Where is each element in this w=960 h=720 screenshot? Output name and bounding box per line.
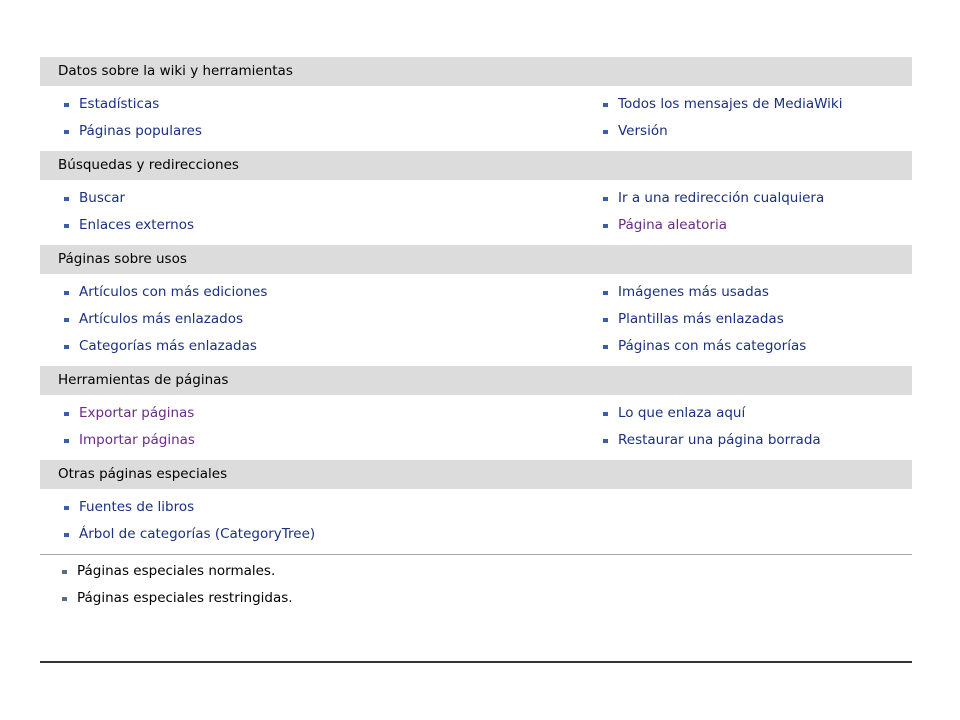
special-page-link[interactable]: Versión	[618, 123, 668, 139]
special-page-link[interactable]: Importar páginas	[79, 432, 195, 448]
bullet-icon	[64, 439, 69, 443]
bullet-icon	[603, 197, 608, 201]
bottom-rule	[40, 661, 912, 663]
link-item	[64, 306, 267, 333]
bullet-icon	[64, 103, 69, 107]
link-item	[603, 212, 824, 239]
bullet-icon	[64, 291, 69, 295]
special-page-link[interactable]: Página aleatoria	[618, 217, 727, 233]
link-item	[603, 91, 842, 118]
link-item	[603, 427, 821, 454]
section-column-right	[603, 91, 842, 145]
section-column-left	[64, 400, 195, 454]
section-header: Datos sobre la wiki y herramientas	[40, 57, 912, 86]
section-body	[40, 489, 912, 554]
bullet-icon	[64, 318, 69, 322]
special-page-link[interactable]: Plantillas más enlazadas	[618, 311, 784, 327]
bullet-icon	[64, 130, 69, 134]
footer-item-label: Páginas especiales normales.	[77, 563, 276, 579]
special-page-link[interactable]: Árbol de categorías (CategoryTree)	[79, 526, 316, 542]
special-page-link[interactable]: Lo que enlaza aquí	[618, 405, 746, 421]
section-column-left	[64, 91, 202, 145]
footer-item-restricted	[40, 585, 912, 612]
section-body	[40, 86, 912, 151]
footer-item-normal	[40, 558, 912, 585]
link-item	[603, 400, 821, 427]
special-pages-panel	[40, 57, 912, 612]
bullet-icon	[64, 506, 69, 510]
bullet-icon	[64, 345, 69, 349]
bullet-icon	[62, 570, 67, 574]
link-item	[603, 185, 824, 212]
section-column-left	[64, 185, 194, 239]
special-page-link[interactable]: Imágenes más usadas	[618, 284, 769, 300]
special-page-link[interactable]: Fuentes de libros	[79, 499, 195, 515]
footer-legend	[40, 555, 912, 612]
link-item	[64, 333, 267, 360]
section-header: Herramientas de páginas	[40, 366, 912, 395]
section-body	[40, 180, 912, 245]
special-page-link[interactable]: Páginas populares	[79, 123, 202, 139]
bullet-icon	[603, 345, 608, 349]
link-item	[64, 427, 195, 454]
bullet-icon	[603, 439, 608, 443]
link-item	[64, 400, 195, 427]
bullet-icon	[64, 533, 69, 537]
link-item	[603, 279, 806, 306]
special-page-link[interactable]: Exportar páginas	[79, 405, 195, 421]
link-item	[64, 494, 315, 521]
special-page-link[interactable]: Categorías más enlazadas	[79, 338, 257, 354]
bullet-icon	[603, 412, 608, 416]
special-page-link[interactable]: Artículos con más ediciones	[79, 284, 268, 300]
special-page-link[interactable]: Artículos más enlazados	[79, 311, 243, 327]
section-column-left	[64, 494, 315, 548]
section-header: Búsquedas y redirecciones	[40, 151, 912, 180]
bullet-icon	[603, 130, 608, 134]
special-page-link[interactable]: Páginas con más categorías	[618, 338, 807, 354]
bullet-icon	[64, 224, 69, 228]
link-item	[64, 212, 194, 239]
link-item	[603, 333, 806, 360]
section-column-right	[603, 279, 806, 360]
bullet-icon	[603, 318, 608, 322]
special-page-link[interactable]: Estadísticas	[79, 96, 160, 112]
section-column-left	[64, 279, 267, 360]
bullet-icon	[603, 103, 608, 107]
bullet-icon	[603, 291, 608, 295]
link-item	[64, 279, 267, 306]
link-item	[64, 91, 202, 118]
link-item	[64, 521, 315, 548]
link-item	[603, 306, 806, 333]
special-page-link[interactable]: Todos los mensajes de MediaWiki	[618, 96, 843, 112]
footer-item-label: Páginas especiales restringidas.	[77, 590, 293, 606]
special-page-link[interactable]: Enlaces externos	[79, 217, 194, 233]
link-item	[64, 185, 194, 212]
special-page-link[interactable]: Buscar	[79, 190, 126, 206]
section-header: Páginas sobre usos	[40, 245, 912, 274]
sections-container	[40, 57, 912, 554]
section-body	[40, 395, 912, 460]
bullet-icon	[62, 597, 67, 601]
special-page-link[interactable]: Ir a una redirección cualquiera	[618, 190, 825, 206]
bullet-icon	[603, 224, 608, 228]
bullet-icon	[64, 197, 69, 201]
section-column-right	[603, 185, 824, 239]
section-column-right	[603, 400, 821, 454]
section-header: Otras páginas especiales	[40, 460, 912, 489]
section-body	[40, 274, 912, 366]
special-page-link[interactable]: Restaurar una página borrada	[618, 432, 821, 448]
link-item	[603, 118, 842, 145]
bullet-icon	[64, 412, 69, 416]
link-item	[64, 118, 202, 145]
